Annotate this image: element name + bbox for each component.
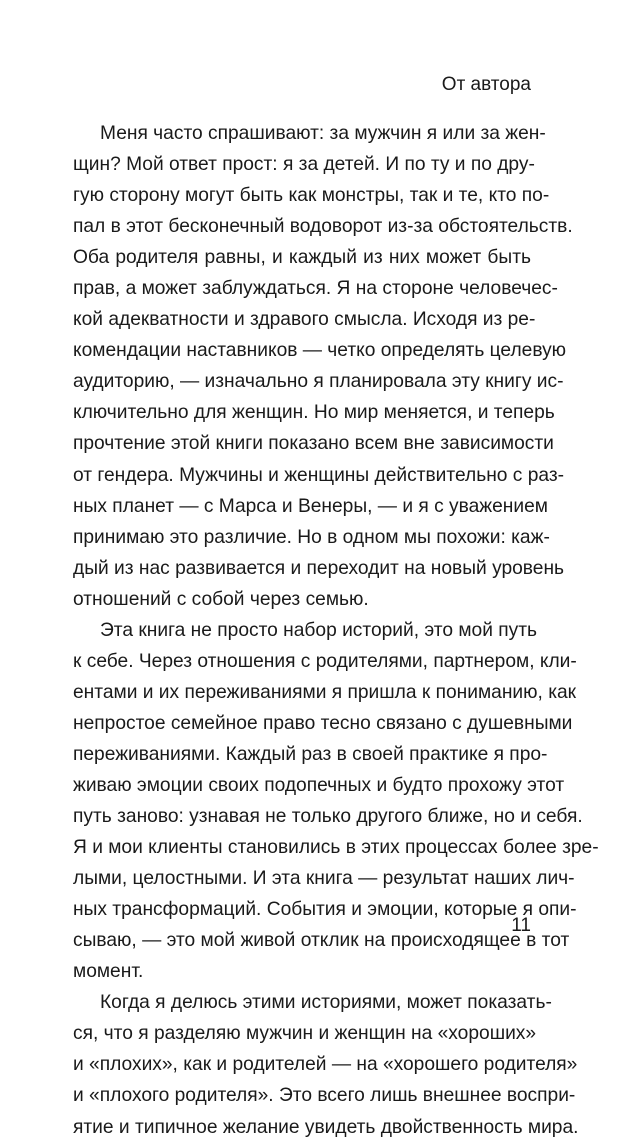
text-line: ятие и типичное желание увидеть двойственность мира. xyxy=(73,1116,579,1138)
text-line: сываю, — это мой живой отклик на происходящее в тот xyxy=(73,930,570,952)
text-line: переживаниями. Каждый раз в своей практике я про- xyxy=(73,743,548,765)
text-line: пал в этот бесконечный водоворот из-за обстоятельств. xyxy=(73,216,573,238)
text-line: аудиторию, — изначально я планировала эту книгу ис- xyxy=(73,371,564,393)
body-text xyxy=(73,118,599,1143)
text-line: Оба родителя равны, и каждый из них может быть xyxy=(73,247,531,269)
text-line: дый из нас развивается и переходит на новый уровень xyxy=(73,557,565,579)
text-line: от гендера. Мужчины и женщины действительно с раз- xyxy=(73,464,565,486)
text-line: ных трансформаций. События и эмоции, которые я опи- xyxy=(73,899,577,921)
text-line: момент. xyxy=(73,961,144,983)
text-line: лыми, целостными. И эта книга — результат наших лич- xyxy=(73,868,575,890)
text-line: к себе. Через отношения с родителями, партнером, кли- xyxy=(73,650,577,672)
text-line: отношений с собой через семью. xyxy=(73,588,369,610)
paragraph-3 xyxy=(73,987,579,1142)
page-number: 11 xyxy=(511,915,531,936)
text-line: непростое семейное право тесно связано с душевными xyxy=(73,712,573,734)
text-line: и «плохих», как и родителей — на «хорошего родителя» xyxy=(73,1054,578,1076)
text-line: гую сторону могут быть как монстры, так и те, кто по- xyxy=(73,185,550,207)
text-line: ключительно для женщин. Но мир меняется, и теперь xyxy=(73,402,555,424)
text-line: кой адекватности и здравого смысла. Исходя из ре- xyxy=(73,309,536,331)
text-line: живаю эмоции своих подопечных и будто прохожу этот xyxy=(73,774,565,796)
text-line: прав, а может заблуждаться. Я на стороне человечес- xyxy=(73,278,558,300)
text-line: ся, что я разделяю мужчин и женщин на «хороших» xyxy=(73,1023,537,1045)
running-head-title: От автора xyxy=(441,74,531,95)
text-line: ентами и их переживаниями я пришла к пониманию, как xyxy=(73,681,577,703)
text-line: прочтение этой книги показано всем вне зависимости xyxy=(73,433,554,455)
text-line: принимаю это различие. Но в одном мы похожи: каж- xyxy=(73,526,550,548)
text-line: и «плохого родителя». Это всего лишь внешнее воспри- xyxy=(73,1085,576,1107)
paragraph-2 xyxy=(73,615,599,988)
text-line: Я и мои клиенты становились в этих процессах более зре- xyxy=(73,837,599,859)
paragraph-1 xyxy=(73,118,573,615)
text-line: комендации наставников — четко определять целевую xyxy=(73,340,567,362)
text-line: Когда я делюсь этими историями, может показать- xyxy=(100,992,552,1014)
text-line: ных планет — с Марса и Венеры, — и я с уважением xyxy=(73,495,548,517)
text-line: щин? Мой ответ прост: я за детей. И по ту и по дру- xyxy=(73,154,535,176)
text-line: Эта книга не просто набор историй, это мой путь xyxy=(100,619,538,641)
text-line: Меня часто спрашивают: за мужчин я или за жен- xyxy=(100,123,546,144)
text-line: путь заново: узнавая не только другого ближе, но и себя. xyxy=(73,806,583,828)
